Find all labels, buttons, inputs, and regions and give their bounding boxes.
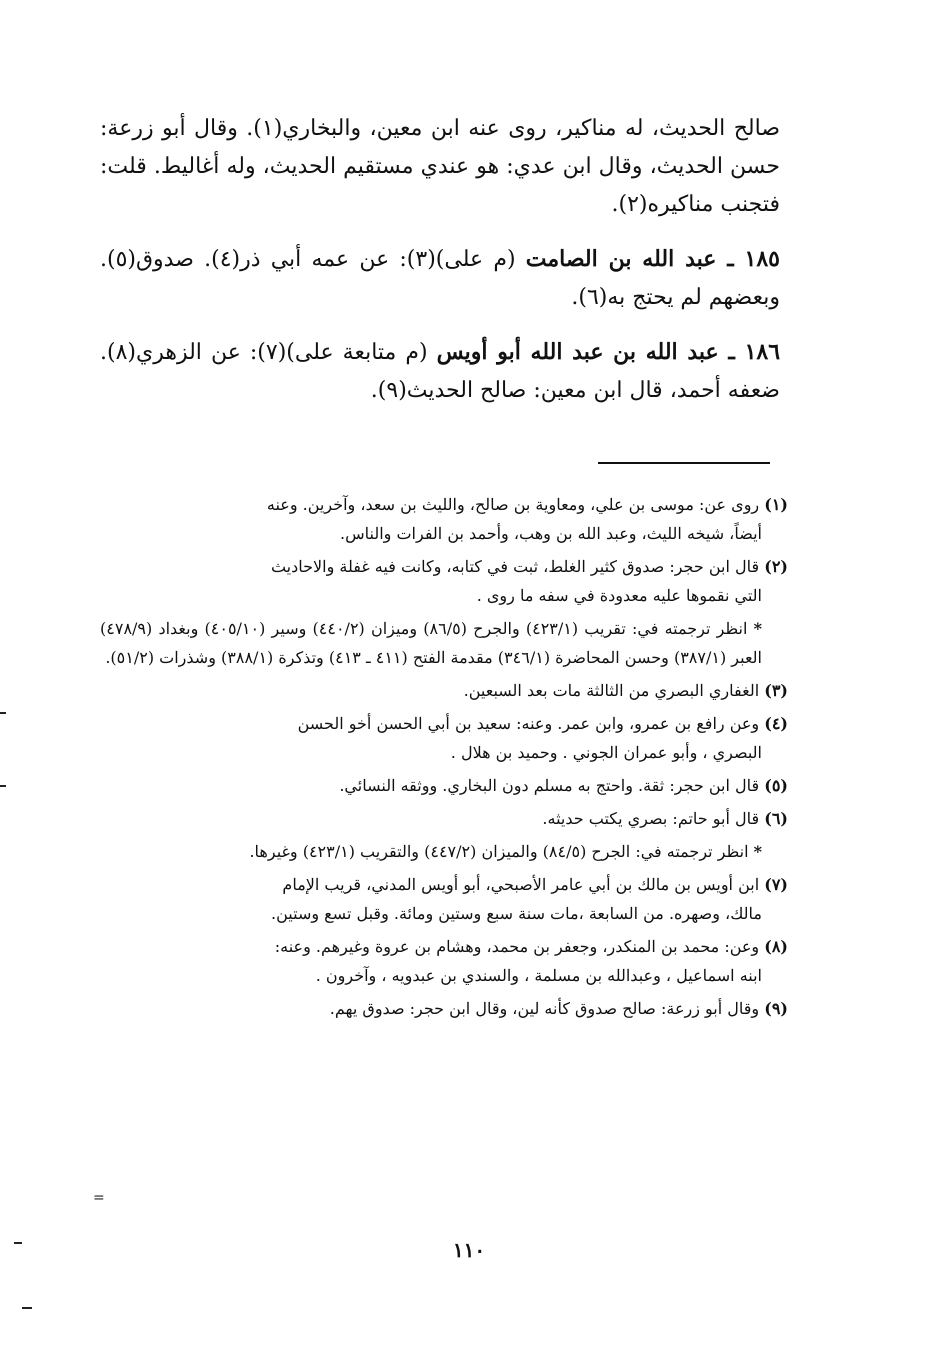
scan-mark (0, 785, 6, 787)
footnote-5: (٥) قال ابن حجر: ثقة. واحتج به مسلم دون البخاري. ووثقه النسائي. (339, 776, 788, 795)
footnote-8: (٨) وعن: محمد بن المنكدر، وجعفر بن محمد، وهشام بن عروة وغيرهم. وعنه: ابنه اسماعيل ، وعبدالله بن مسلمة ، والسندي بن عبدويه ، وآخرون . (274, 937, 788, 985)
continuation-mark: = (93, 1190, 105, 1206)
footnote-4: (٤) وعن رافع بن عمرو، وابن عمر. وعنه: سعيد بن أبي الحسن أخو الحسن البصري ، وأبو عمران الجوني . وحميد بن هلال . (297, 714, 788, 762)
entry-186-body: (م متابعة على)(٧): عن الزهري(٨). ضعفه أحمد، قال ابن معين: صالح الحديث(٩). (100, 340, 780, 403)
page-number: ١١٠ (452, 1238, 486, 1262)
entry-186 (100, 333, 780, 410)
main-text (100, 110, 780, 426)
footnote-7: (٧) ابن أويس بن مالك بن أبي عامر الأصبحي، أبو أويس المدني، قريب الإمام مالك، وصهره. من السابعة ،مات سنة سبع وستين ومائة. وقبل تسع وستين. (271, 875, 788, 923)
scan-mark (22, 1307, 32, 1309)
entry-186-heading: ١٨٦ ـ عبد الله بن عبد الله أبو أويس (436, 339, 781, 365)
footnote-6: (٦) قال أبو حاتم: بصري يكتب حديثه. (542, 809, 788, 828)
entry-185-body: (م على)(٣): عن عمه أبي ذر(٤). صدوق(٥). وبعضهم لم يحتج به(٦). (100, 247, 780, 310)
footnote-6-sources: * انظر ترجمته في: الجرح (٨٤/٥) والميزان (٤٤٧/٢) والتقريب (٤٢٣/١) وغيرها. (249, 842, 762, 861)
footnotes (100, 490, 788, 1027)
footnote-2-sources: * انظر ترجمته في: تقريب (٤٢٣/١) والجرح (٨٦/٥) وميزان (٤٤٠/٢) وسير (٤٠٥/١٠) وبغداد (٤٧٨/٩) العبر (٣٨٧/١) وحسن المحاضرة (٣٤٦/١) مقدمة الفتح (٤١١ ـ ٤١٣) وتذكرة (٣٨٨/١) وشذرات (٥١/٢). (100, 619, 763, 667)
entry-185-heading: ١٨٥ ـ عبد الله بن الصامت (525, 246, 780, 272)
footnote-1: (١) روى عن: موسى بن علي، ومعاوية بن صالح، والليث بن سعد، وآخرين. وعنه أيضاً، شيخه الليث، وعبد الله بن وهب، وأحمد بن الفرات والناس. (266, 495, 788, 543)
scan-mark (14, 1242, 22, 1244)
footnote-2: (٢) قال ابن حجر: صدوق كثير الغلط، ثبت في كتابه، وكانت فيه غفلة والاحاديث التي نقموها عليه معدودة في سفه ما روى . (270, 557, 788, 605)
continuation-paragraph: صالح الحديث، له مناكير، روى عنه ابن معين، والبخاري(١). وقال أبو زرعة: حسن الحديث، وقال ابن عدي: هو عندي مستقيم الحديث، وله أغاليط. قلت: فتجنب مناكيره(٢). (100, 116, 780, 217)
footnote-separator (598, 462, 770, 464)
footnote-3: (٣) الغفاري البصري من الثالثة مات بعد السبعين. (463, 681, 788, 700)
scan-mark (0, 712, 6, 714)
footnote-9: (٩) وقال أبو زرعة: صالح صدوق كأنه لين، وقال ابن حجر: صدوق يهم. (329, 999, 788, 1018)
entry-185 (100, 240, 780, 317)
